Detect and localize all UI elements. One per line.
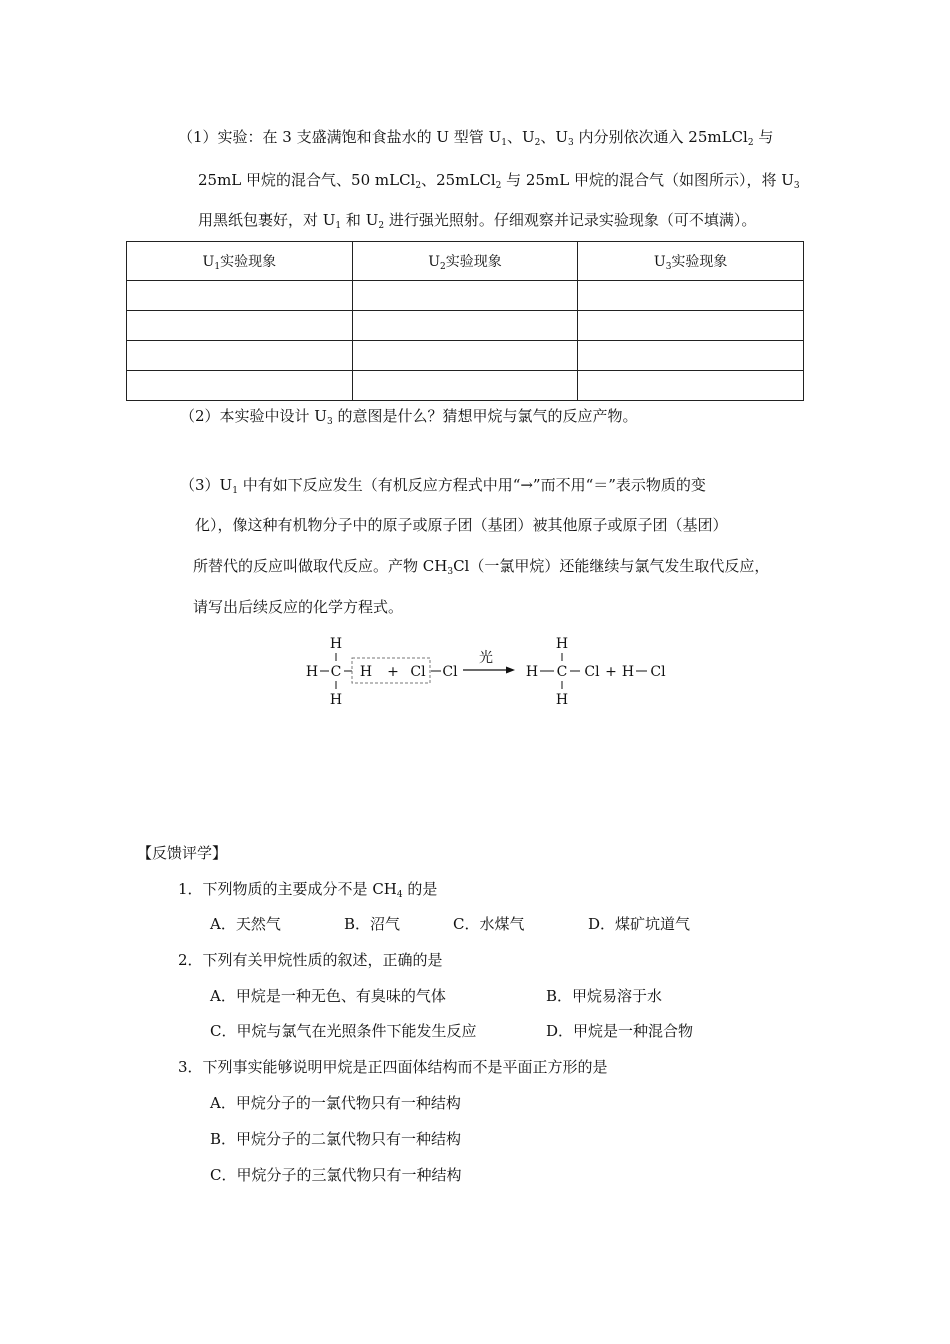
q3-option-a[interactable]: A．甲烷分子的一氯代物只有一种结构 bbox=[210, 1094, 461, 1112]
q3-line-4: 请写出后续反应的化学方程式。 bbox=[193, 598, 404, 616]
eq-h-top: H bbox=[329, 636, 343, 652]
table-row bbox=[127, 371, 804, 401]
q3-line-1: $(3)U_1$ 中有如下反应发生（有机反应方程式中用“→”而不用“＝”表示物质的变 bbox=[180, 476, 706, 496]
eq-cl-hcl: Cl bbox=[650, 664, 666, 680]
eq-h-top-2: H bbox=[555, 636, 569, 652]
table-cell[interactable] bbox=[352, 311, 578, 341]
q1-line-2: 25mL 甲烷的混合气、50 mLCl$_2$、25mLCl$_2$ 与 25mL 甲烷的混合气（如图所示），将 $U_3$ bbox=[198, 171, 800, 191]
observation-table bbox=[126, 241, 804, 401]
table-cell[interactable] bbox=[127, 341, 353, 371]
table-row bbox=[127, 311, 804, 341]
table-cell[interactable] bbox=[578, 341, 804, 371]
q1-option-a[interactable]: A．天然气 bbox=[210, 915, 281, 933]
q1-option-b[interactable]: B．沼气 bbox=[344, 915, 401, 933]
eq-h-hcl: H bbox=[621, 664, 635, 680]
q2-option-c[interactable]: C．甲烷与氯气在光照条件下能发生反应 bbox=[210, 1022, 477, 1040]
q2-option-d[interactable]: D．甲烷是一种混合物 bbox=[546, 1022, 694, 1040]
q2-option-b[interactable]: B．甲烷易溶于水 bbox=[546, 987, 663, 1005]
eq-plus-2: + bbox=[605, 664, 617, 680]
q1-option-d[interactable]: D．煤矿坑道气 bbox=[588, 915, 691, 933]
table-cell[interactable] bbox=[578, 281, 804, 311]
table-cell[interactable] bbox=[352, 371, 578, 401]
eq-condition: 光 bbox=[479, 650, 493, 666]
eq-arrow-head bbox=[506, 667, 515, 674]
eq-h-bottom-2: H bbox=[555, 692, 569, 708]
eq-h-leaving: H bbox=[359, 664, 373, 680]
table-cell[interactable] bbox=[127, 281, 353, 311]
eq-h-bottom: H bbox=[329, 692, 343, 708]
table-row bbox=[127, 281, 804, 311]
q2-option-a[interactable]: A．甲烷是一种无色、有臭味的气体 bbox=[210, 987, 446, 1005]
table-cell[interactable] bbox=[352, 281, 578, 311]
q2-text: （2）本实验中设计 $U_3$ 的意图是什么？猜想甲烷与氯气的反应产物。 bbox=[180, 407, 638, 427]
question-2-stem: 2．下列有关甲烷性质的叙述，正确的是 bbox=[178, 951, 443, 969]
header-u3: $U_3$实验现象 bbox=[578, 242, 804, 281]
feedback-title: 【反馈评学】 bbox=[137, 844, 228, 862]
table-cell[interactable] bbox=[578, 371, 804, 401]
table-cell[interactable] bbox=[578, 311, 804, 341]
q3-line-2: 化），像这种有机物分子中的原子或原子团（基团）被其他原子或原子团（基团） bbox=[195, 516, 728, 534]
table-header-row bbox=[127, 242, 804, 281]
eq-c: C bbox=[330, 664, 342, 680]
q1-option-c[interactable]: C．水煤气 bbox=[453, 915, 525, 933]
q1-line-3: 用黑纸包裹好，对 $U_1$ 和 $U_2$ 进行强光照射。仔细观察并记录实验现象（可不填满）。 bbox=[198, 211, 757, 231]
eq-h-left: H bbox=[305, 664, 319, 680]
question-1-stem: 1．下列物质的主要成分不是 $CH_4$ 的是 bbox=[178, 880, 438, 900]
eq-plus: + bbox=[387, 664, 399, 680]
header-u2: $U_2$实验现象 bbox=[352, 242, 578, 281]
table-cell[interactable] bbox=[127, 371, 353, 401]
header-u1: $U_1$实验现象 bbox=[127, 242, 353, 281]
substitution-equation bbox=[300, 628, 680, 712]
q1-line-1: （1）实验：在 3 支盛满饱和食盐水的 U 型管 $U_1$、$U_2$、$U_3$ 内分别依次通入 25mLCl$_2$ 与 bbox=[178, 128, 774, 148]
q3-option-b[interactable]: B．甲烷分子的二氯代物只有一种结构 bbox=[210, 1130, 462, 1148]
table-row bbox=[127, 341, 804, 371]
table-cell[interactable] bbox=[127, 311, 353, 341]
eq-cl-3: Cl bbox=[584, 664, 600, 680]
eq-cl-1: Cl bbox=[410, 664, 426, 680]
eq-h-left-2: H bbox=[525, 664, 539, 680]
q3-option-c[interactable]: C．甲烷分子的三氯代物只有一种结构 bbox=[210, 1166, 462, 1184]
q3-line-3: 所替代的反应叫做取代反应。产物 $CH_3Cl$（一氯甲烷）还能继续与氯气发生取代反应， bbox=[193, 557, 770, 577]
question-3-stem: 3．下列事实能够说明甲烷是正四面体结构而不是平面正方形的是 bbox=[178, 1058, 608, 1076]
eq-c-2: C bbox=[556, 664, 568, 680]
eq-cl-2: Cl bbox=[442, 664, 458, 680]
table-cell[interactable] bbox=[352, 341, 578, 371]
